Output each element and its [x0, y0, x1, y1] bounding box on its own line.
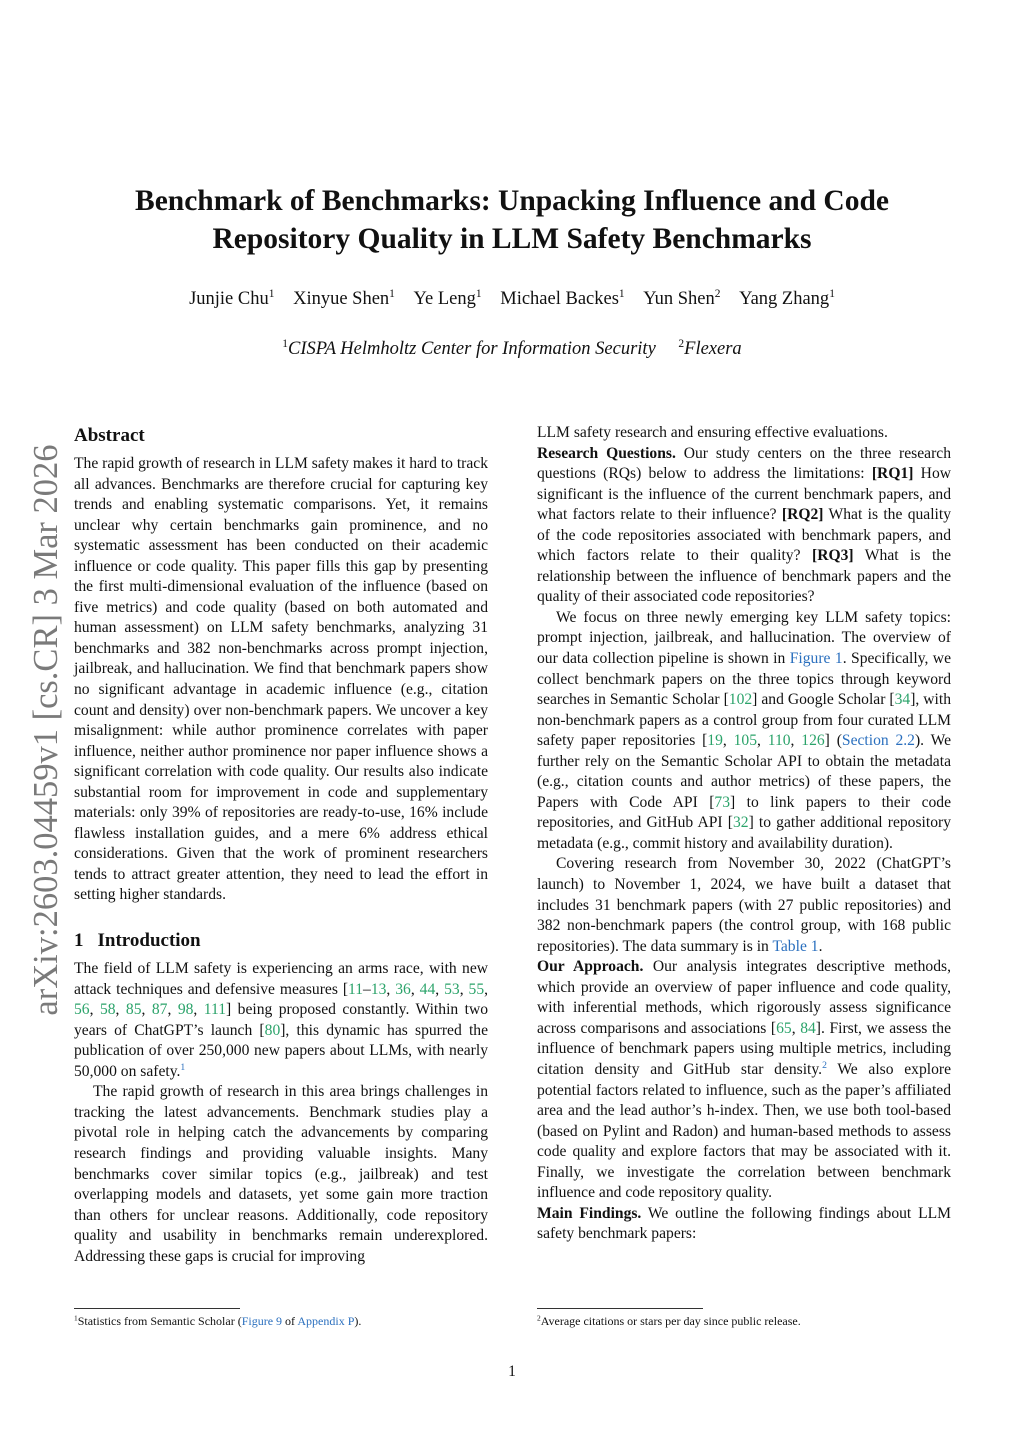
author: Yang Zhang$^1$ [739, 287, 835, 309]
appendix-link[interactable]: Appendix P [297, 1314, 355, 1328]
paper-title [80, 182, 944, 258]
citation-link[interactable]: 13 [370, 980, 387, 998]
title-line-2: Repository Quality in LLM Safety Benchmarks [212, 223, 812, 255]
citation-link[interactable]: 65 [776, 1019, 792, 1037]
author: Ye Leng$^1$ [413, 287, 482, 309]
paragraph-heading: Main Findings. [537, 1204, 642, 1222]
affiliation: $^2$Flexera [678, 337, 742, 359]
citation-link[interactable]: 34 [894, 691, 911, 709]
citation-link[interactable]: 87 [151, 1001, 168, 1019]
left-column [74, 423, 488, 1267]
citation-link[interactable]: 84 [800, 1019, 816, 1037]
abstract-heading: Abstract [74, 425, 145, 446]
author-list [60, 286, 964, 312]
abstract-text: The rapid growth of research in LLM safety makes it hard to track all advances. Benchmarks are therefore crucial for capturing key trends and enabling systematic comparisons. Yet, it remains unclear why certain benchmarks gain prominence, and no systematic assessment has been conducted on their academic influence or code quality. This paper fills this gap by presenting the first multi-dimensional evaluation of the influence (based on five metrics) and code quality (based on both automated and human assessment) on LLM safety benchmarks, analyzing 31 benchmarks and 382 non-benchmarks across prompt injection, jailbreak, and hallucination. We find that benchmark papers show no significant advantage in academic influence (e.g., citation count and density) over non-benchmark papers. We uncover a key misalignment: while author prominence correlates with paper influence, neither author prominence nor paper influence shows a significant correlation with code quality. Our results also indicate substantial room for improvement in code and supplementary materials: only 39% of repositories are ready-to-use, 16% include flawless installation guides, and a mere 6% address ethical considerations. Given that the work of prominent researchers tends to attract greater attention, they need to lead the effort in setting higher standards. [74, 455, 488, 904]
footnote-1: $^1$Statistics from Semantic Scholar (Figure 9 of Appendix P). [74, 1313, 362, 1328]
citation-link[interactable]: 53 [444, 980, 460, 998]
author: Michael Backes$^1$ [500, 287, 625, 309]
research-questions-paragraph: Research Questions. Our study centers on the three research questions (RQs) below to address the limitations: [RQ1] How significant is the influence of the current benchmark papers, and what factors relate to their influence? [RQ2] What is the quality of the code repositories associated with benchmark papers, and which factors relate to their quality? [RQ3] What is the relationship between the influence of benchmark papers and the quality of their associated code repositories? [537, 444, 952, 606]
focus-paragraph: We focus on three newly emerging key LLM safety topics: prompt injection, jailbreak, and hallucination. The overview of our data collection pipeline is shown in Figure 1. Specifically, we collect benchmark papers on the three topics through keyword searches in Semantic Scholar [102] and Google Scholar [34], with non-benchmark papers as a control group from four curated LLM safety paper repositories [19, 105, 110, 126] (Section 2.2). We further rely on the Semantic Scholar API to obtain the metadata (e.g., citation counts and author metrics) of these papers, the Papers with Code API [73] to link papers to their code repositories, and GitHub API [32] to gather additional repository metadata (e.g., commit history and availability duration). [537, 608, 952, 852]
intro-paragraph-2: The rapid growth of research in this area brings challenges in tracking the latest advancements. Benchmark studies play a pivotal role in helping catch the advancements by comparing research findings and providing valuable insights. Many benchmarks cover similar topics (e.g., jailbreak) and test overlapping models and datasets, yet some gain more traction than others for unclear reasons. Additionally, code repository quality and usability in benchmarks remain underexplored. Addressing these gaps is crucial for improving [74, 1083, 488, 1265]
citation-link[interactable]: 111 [203, 1001, 226, 1019]
title-line-1: Benchmark of Benchmarks: Unpacking Influence and Code [135, 185, 889, 217]
citation-link[interactable]: 56 [74, 1001, 90, 1019]
affiliation: $^1$CISPA Helmholtz Center for Information Security [282, 337, 656, 359]
footnote-mark: 2 [537, 1313, 541, 1323]
citation-link[interactable]: 73 [714, 793, 730, 811]
introduction-heading [74, 928, 488, 954]
citation-link[interactable]: 11 [348, 980, 364, 998]
author: Yun Shen$^2$ [643, 287, 721, 309]
intro-continuation: LLM safety research and ensuring effective evaluations. [537, 424, 888, 441]
footnote-rule [537, 1308, 703, 1309]
rq-label: [RQ2] [781, 506, 824, 524]
page-number: 1 [508, 1363, 516, 1380]
citation-link[interactable]: 80 [264, 1021, 281, 1039]
citation-link[interactable]: 36 [395, 980, 411, 998]
rq-label: [RQ3] [812, 547, 854, 565]
citation-link[interactable]: 44 [419, 980, 436, 998]
dataset-paragraph: Covering research from November 30, 2022 (ChatGPT’s launch) to November 1, 2024, we have built a dataset that includes 31 benchmark papers (with 27 public repositories) and 382 non-benchmark papers (the control group, with 168 public repositories). The data summary is in Table 1. [537, 855, 951, 955]
footnote-marker[interactable]: 1 [180, 1061, 186, 1073]
section-number: 1 [74, 930, 84, 952]
findings-paragraph: Main Findings. We outline the following findings about LLM safety benchmark papers: [537, 1204, 952, 1243]
section-title: Introduction [97, 930, 201, 952]
approach-paragraph: Our Approach. Our analysis integrates descriptive methods, which provide an overview of paper influence and code quality, with inferential methods, which rigorously assess significance across comparisons and associations [65, 84]. First, we assess the influence of benchmark papers using multiple metrics, including citation density and GitHub star density.$^2$ We also explore potential factors related to influence, such as the paper’s affiliated area and the lead author’s h-index. Then, we use both tool-based (based on Pylint and Radon) and human-based methods to assess code quality and explore factors that may be associated with it. Finally, we investigate the correlation between benchmark influence and code repository quality. [537, 958, 952, 1202]
footnote-rule [74, 1308, 240, 1309]
citation-link[interactable]: 19 [707, 732, 723, 750]
citation-link[interactable]: 55 [468, 980, 485, 998]
figure-link[interactable]: Figure 1 [789, 650, 843, 668]
citation-link[interactable]: 98 [177, 1001, 194, 1019]
citation-link[interactable]: 85 [125, 1001, 142, 1019]
paragraph-heading: Our Approach. [537, 958, 644, 976]
citation-link[interactable]: 58 [99, 1001, 116, 1019]
footnote-marker[interactable]: 2 [822, 1059, 827, 1071]
author: Junjie Chu$^1$ [189, 287, 275, 309]
citation-link[interactable]: 110 [767, 732, 791, 750]
figure-link[interactable]: Figure 9 [241, 1314, 283, 1328]
paragraph-heading: Research Questions. [537, 444, 676, 462]
citation-link[interactable]: 126 [801, 732, 825, 750]
intro-paragraph-1: The field of LLM safety is experiencing an arms race, with new attack techniques and defensive measures [11–13, 36, 44, 53, 55, 56, 58, 85, 87, 98, 111] being proposed constantly. Within two years of ChatGPT’s launch [80], this dynamic has spurred the publication of over 250,000 new papers about LLMs, with nearly 50,000 on safety.$^1$ [74, 960, 489, 1080]
table-link[interactable]: Table 1 [772, 937, 819, 955]
citation-link[interactable]: 102 [728, 691, 753, 709]
footnote-mark: 1 [74, 1313, 78, 1323]
arxiv-stamp: arXiv:2603.04459v1 [cs.CR] 3 Mar 2026 [27, 444, 65, 1016]
affiliation-list [60, 336, 964, 362]
citation-link[interactable]: 105 [733, 732, 757, 750]
section-link[interactable]: Section 2.2 [841, 732, 915, 750]
rq-label: [RQ1] [871, 465, 914, 483]
footnote-2: $^2$Average citations or stars per day since public release. [537, 1313, 801, 1328]
right-column [537, 423, 951, 1245]
author: Xinyue Shen$^1$ [293, 287, 395, 309]
citation-link[interactable]: 32 [732, 814, 749, 832]
